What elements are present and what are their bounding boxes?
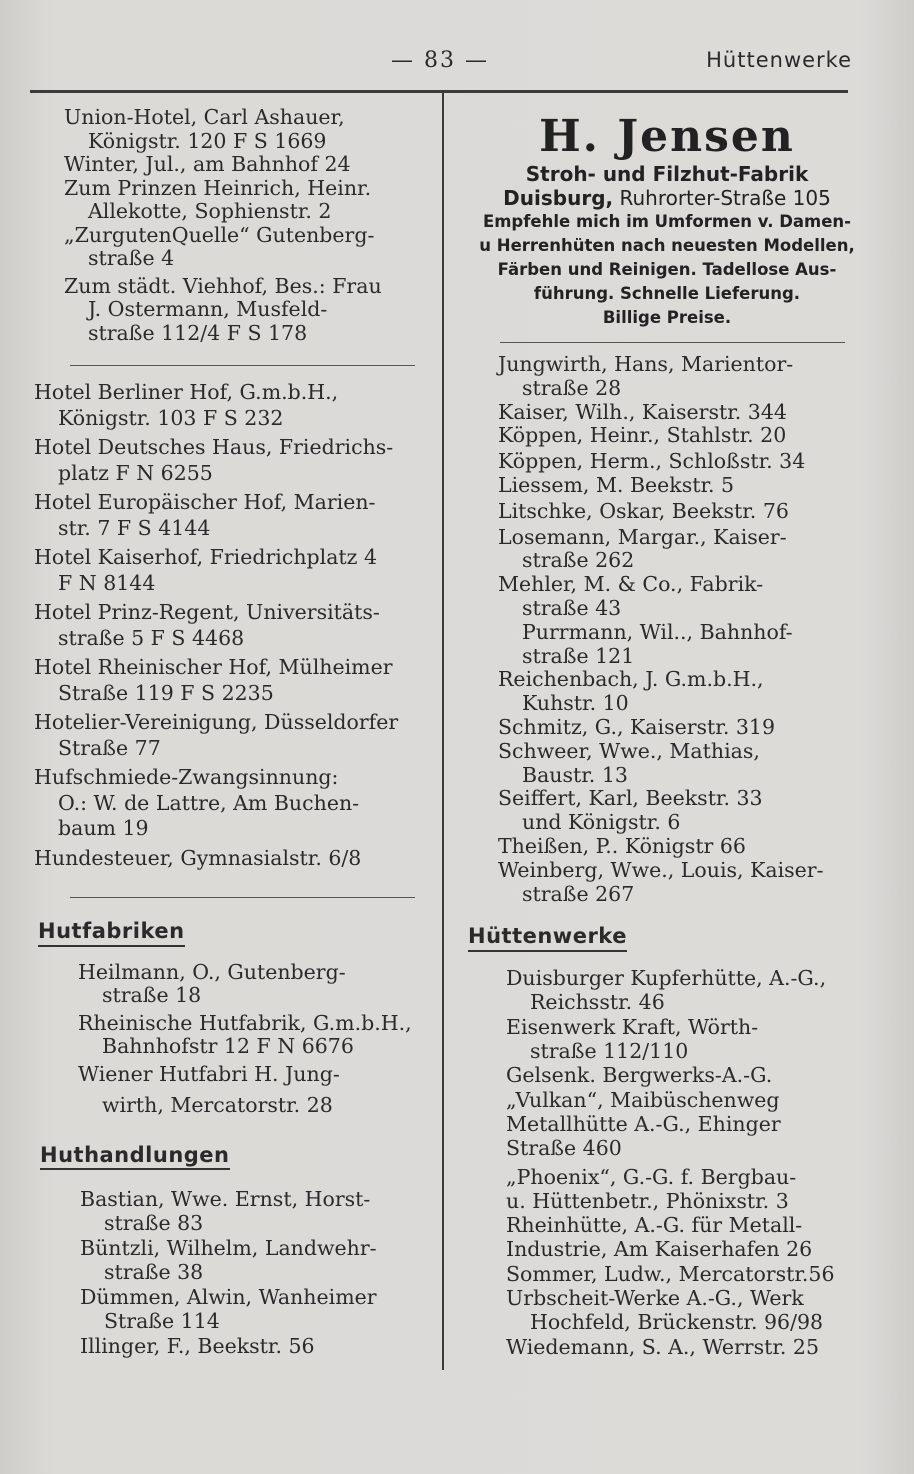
list-item: Büntzli, Wilhelm, Landwehr- straße 38 [80, 1236, 377, 1284]
advertiser-subtitle: Stroh- und Filzhut-Fabrik [525, 162, 809, 186]
divider [70, 897, 415, 898]
list-item: Mehler, M. & Co., Fabrik- straße 43 [498, 572, 764, 620]
list-item: Duisburger Kupferhütte, A.-G., Reichsstr. 46 [506, 966, 827, 1015]
list-item: Illinger, F., Beekstr. 56 [80, 1334, 315, 1358]
list-item: Weinberg, Wwe., Louis, Kaiser- straße 267 [498, 857, 824, 906]
right-list [478, 353, 873, 906]
divider [70, 365, 415, 366]
header-rule [30, 90, 848, 93]
huettenwerke-list [478, 966, 873, 1359]
list-item: Reichenbach, J. G.m.b.H., Kuhstr. 10 [498, 667, 764, 716]
ad-text-line: Empfehle mich im Umformen v. Damen- [482, 212, 852, 231]
list-item: Dümmen, Alwin, Wanheimer Straße 114 [80, 1285, 377, 1333]
ad-text-line: Billige Preise. [602, 308, 732, 327]
list-item: Hotel Rheinischer Hof, Mülheimer Straße 119 F S 2235 [34, 655, 393, 705]
section-title-huthandlungen: Huthandlungen [40, 1144, 230, 1171]
list-item: Hotel Kaiserhof, Friedrichplatz 4 F N 8144 [34, 545, 378, 595]
list-item: „Phoenix“, G.-G. f. Bergbau- u. Hüttenbetr., Phönixstr. 3 [506, 1164, 797, 1213]
list-item: Metallhütte A.-G., Ehinger Straße 460 [506, 1111, 781, 1161]
running-title: Hüttenwerke [706, 48, 852, 72]
advertiser-name: H. Jensen [539, 111, 795, 162]
list-item: Zum städt. Viehhof, Bes.: Frau J. Ostermann, Musfeld- straße 112/4 F S 178 [64, 273, 382, 345]
list-item: Hotel Berliner Hof, G.m.b.H., Königstr. 103 F S 232 [34, 380, 339, 430]
list-item: Hotel Deutsches Haus, Friedrichs- platz F N 6255 [34, 435, 394, 485]
list-item: Hufschmiede-Zwangsinnung: O.: W. de Lattre, Am Buchen- baum 19 [34, 765, 360, 840]
list-item: Theißen, P.. Königstr 66 [498, 833, 746, 858]
list-item: Union-Hotel, Carl Ashauer, Königstr. 120 F S 1669 [64, 105, 345, 153]
list-item: Liessem, M. Beekstr. 5 [498, 472, 735, 497]
list-item: Hotel Europäischer Hof, Marien- str. 7 F S 4144 [34, 490, 376, 540]
ad-text-line: u Herrenhüten nach neuesten Modellen, [479, 236, 855, 255]
list-item: Winter, Jul., am Bahnhof 24 [64, 152, 351, 176]
list-item: Wiener Hutfabri H. Jung- wirth, Mercatorstr. 28 [78, 1061, 340, 1117]
list-item: Purrmann, Wil.., Bahnhof- straße 121 [522, 619, 793, 668]
list-item: Zum Prinzen Heinrich, Heinr. Allekotte, Sophienstr. 2 [64, 175, 372, 223]
list-item: Hotel Prinz-Regent, Universitäts- straße 5 F S 4468 [34, 600, 380, 650]
list-item: Wiedemann, S. A., Werrstr. 25 [506, 1334, 820, 1359]
list-item: Schmitz, G., Kaiserstr. 319 [498, 714, 776, 739]
list-item: Schweer, Wwe., Mathias, Baustr. 13 [498, 738, 760, 787]
ad-text-line: Färben und Reinigen. Tadellose Aus- [497, 260, 837, 279]
list-item: „ZurgutenQuelle“ Gutenberg- straße 4 [64, 222, 375, 270]
ad-text-line: führung. Schnelle Lieferung. [533, 284, 801, 303]
list-item: Litschke, Oskar, Beekstr. 76 [498, 498, 789, 523]
section-title-hutfabriken: Hutfabriken [38, 920, 185, 947]
list-item: Rheinische Hutfabrik, G.m.b.H., Bahnhofstr 12 F N 6676 [78, 1010, 412, 1058]
hutfabriken-list [34, 961, 429, 1118]
list-item: Rheinhütte, A.-G. für Metall- Industrie, Am Kaiserhafen 26 [506, 1213, 813, 1262]
huthandlungen-list [34, 1188, 429, 1359]
list-item: Sommer, Ludw., Mercatorstr.56 [506, 1261, 835, 1286]
column-divider [442, 92, 444, 1370]
list-item: Eisenwerk Kraft, Wörth- straße 112/110 [506, 1014, 759, 1064]
list-item: Köppen, Herm., Schloßstr. 34 [498, 449, 806, 474]
list-item: Kaiser, Wilh., Kaiserstr. 344 [498, 399, 787, 424]
section-title-huettenwerke: Hüttenwerke [468, 925, 627, 952]
divider [500, 342, 845, 343]
list-item: Hundesteuer, Gymnasialstr. 6/8 [34, 845, 362, 870]
advertiser-address: Duisburg, Ruhrorter-Straße 105 [503, 186, 831, 210]
list-item: Hotelier-Vereinigung, Düsseldorfer Straße 77 [34, 710, 399, 760]
right-column [468, 342, 873, 1359]
list-item: Köppen, Heinr., Stahlstr. 20 [498, 423, 787, 448]
list-item: Seiffert, Karl, Beekstr. 33 und Königstr. 6 [498, 786, 763, 835]
hotel-list-b [34, 380, 429, 871]
list-item: Urbscheit-Werke A.-G., Werk Hochfeld, Brückenstr. 96/98 [506, 1285, 824, 1335]
left-column [34, 106, 429, 1359]
list-item: Heilmann, O., Gutenberg- straße 18 [78, 959, 346, 1007]
list-item: Losemann, Margar., Kaiser- straße 262 [498, 524, 787, 573]
list-item: Jungwirth, Hans, Marientor- straße 28 [498, 352, 794, 400]
list-item: Bastian, Wwe. Ernst, Horst- straße 83 [80, 1187, 371, 1235]
hotel-list-a [34, 106, 429, 345]
list-item: Gelsenk. Bergwerks-A.-G. „Vulkan“, Maibüschenweg [506, 1063, 780, 1112]
jensen-advertisement [452, 112, 882, 330]
page-number: — 83 — [391, 48, 489, 73]
